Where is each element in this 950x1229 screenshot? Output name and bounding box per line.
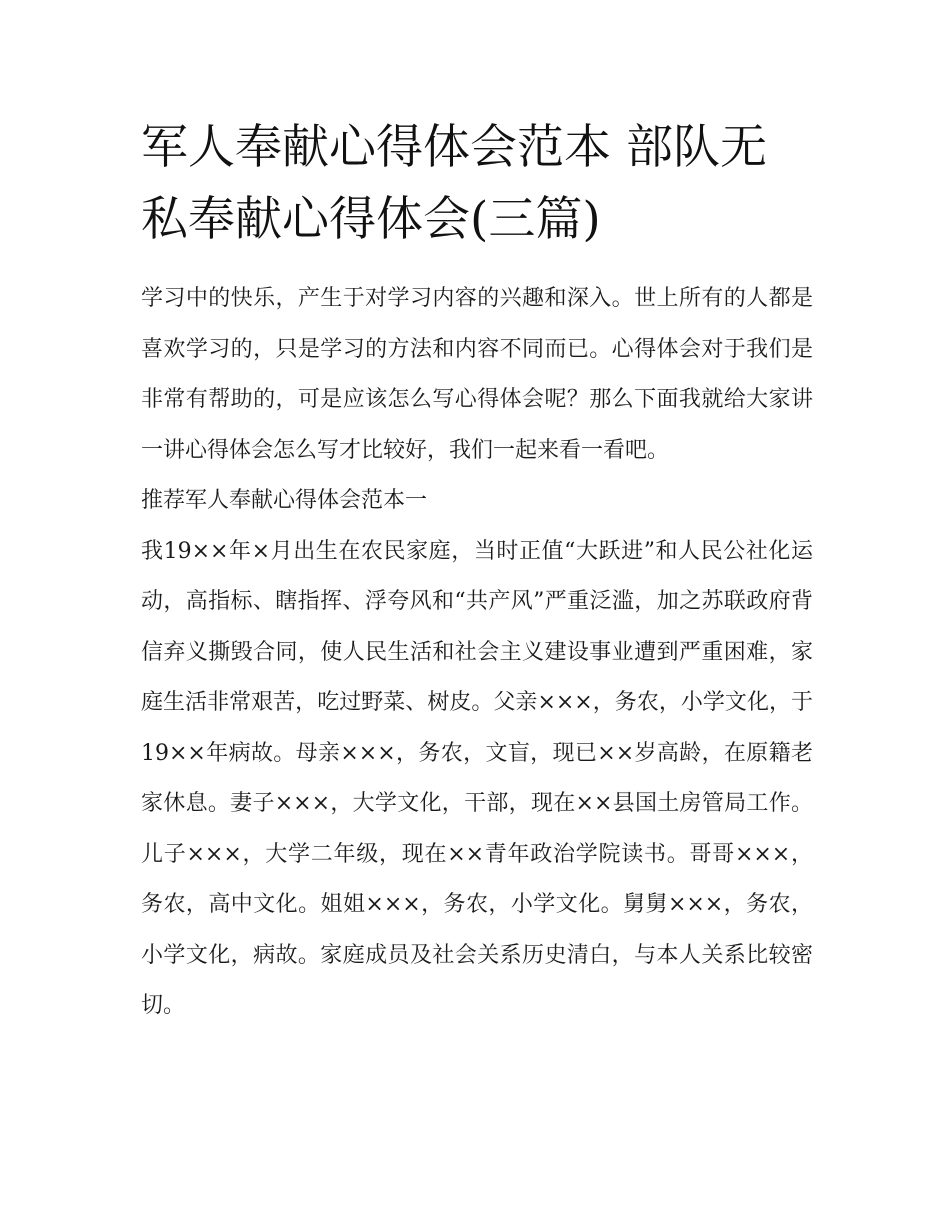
document-content [141,112,813,1032]
document-title: 军人奉献心得体会范本 部队无私奉献心得体会(三篇) [141,120,767,247]
section-body-paragraph: 我19××年×月出生在农民家庭，当时正值“大跃进”和人民公社化运动，高指标、瞎指挥、浮夸风和“共产风”严重泛滥，加之苏联政府背信弃义撕毁合同，使人民生活和社会主义建设事业遭到严重困难，家庭生活非常艰苦，吃过野菜、树皮。父亲×××，务农，小学文化，于19××年病故。母亲×××，务农，文盲，现已××岁高龄，在原籍老家休息。妻子×××，大学文化，干部，现在××县国土房管局工作。儿子×××，大学二年级，现在××青年政治学院读书。哥哥×××，务农，高中文化。姐姐×××，务农，小学文化。舅舅×××，务农，小学文化，病故。家庭成员及社会关系历史清白，与本人关系比较密切。 [141,538,813,1018]
section-heading: 推荐军人奉献心得体会范本一 [141,488,428,513]
intro-paragraph: 学习中的快乐，产生于对学习内容的兴趣和深入。世上所有的人都是喜欢学习的，只是学习的方法和内容不同而已。心得体会对于我们是非常有帮助的，可是应该怎么写心得体会呢？那么下面我就给大家讲一讲心得体会怎么写才比较好，我们一起来看一看吧。 [141,286,813,463]
